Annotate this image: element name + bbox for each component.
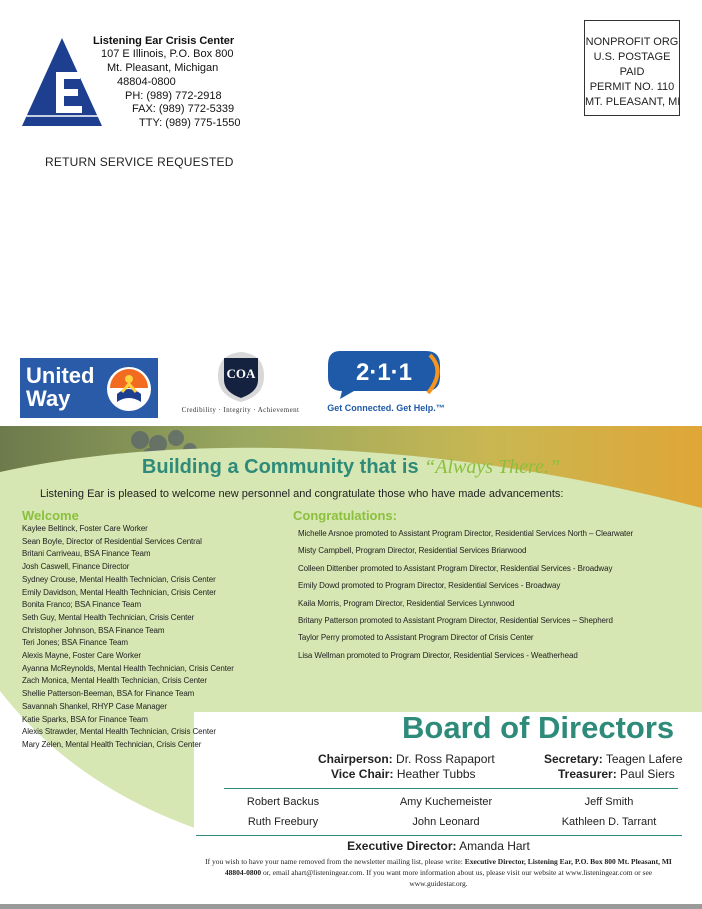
- board-title: Board of Directors: [402, 710, 675, 745]
- united-way-hand-icon: [104, 364, 154, 414]
- chairperson: [318, 752, 495, 766]
- list-item: Josh Caswell, Finance Director: [22, 562, 130, 572]
- congratulations-title: Congratulations:: [293, 508, 397, 523]
- postage-indicia: [584, 20, 680, 116]
- board-member: John Leonard: [412, 816, 480, 828]
- divider: [196, 835, 682, 836]
- vice-chair-name: Heather Tubbs: [396, 767, 476, 781]
- list-item: Seth Guy, Mental Health Technician, Crisis Center: [22, 612, 195, 622]
- secretary-label: Secretary:: [544, 752, 603, 766]
- postage-line: PAID: [619, 66, 645, 78]
- return-service-requested: RETURN SERVICE REQUESTED: [45, 155, 234, 169]
- phone-number: PH: (989) 772-2918: [125, 90, 222, 102]
- coa-accreditation-logo: [168, 348, 313, 420]
- list-item: Britani Carriveau, BSA Finance Team: [22, 549, 151, 559]
- list-item: Kaila Morris, Program Director, Residential Services Lynnwood: [298, 598, 515, 608]
- list-item: Britany Patterson promoted to Assistant Program Director, Residential Services – Shepherd: [298, 616, 613, 625]
- coa-abbr: COA: [226, 366, 256, 381]
- united-way-logo: [20, 358, 158, 418]
- united-way-word-1: United: [26, 363, 95, 388]
- notice-address: Executive Director, Listening Ear, P.O. Box 800 Mt. Pleasant, MI 48804-0800: [224, 857, 672, 877]
- list-item: Sean Boyle, Director of Residential Services Central: [22, 536, 202, 546]
- chair-label: Chairperson:: [318, 752, 393, 766]
- exec-label: Executive Director:: [347, 839, 457, 853]
- postage-line: MT. PLEASANT, MI: [585, 96, 681, 108]
- two-one-one-number: 2·1·1: [355, 359, 413, 386]
- address-line-1: 107 E Illinois, P.O. Box 800: [101, 48, 234, 60]
- divider: [224, 788, 678, 789]
- list-item: Savannah Shankel, RHYP Case Manager: [22, 701, 167, 711]
- list-item: Alexis Mayne, Foster Care Worker: [22, 651, 141, 660]
- address-line-3: 48804-0800: [117, 76, 176, 88]
- heading-script-text: “Always There.”: [424, 456, 561, 478]
- exec-name: Amanda Hart: [459, 839, 530, 853]
- speech-bubble-icon: [324, 347, 448, 401]
- newsletter-heading: [0, 456, 702, 479]
- list-item: Bonita Franco; BSA Finance Team: [22, 600, 142, 610]
- board-member: Jeff Smith: [584, 796, 634, 808]
- list-item: Christopher Johnson, BSA Finance Team: [22, 625, 165, 635]
- heading-text: Building a Community that is: [141, 456, 419, 478]
- board-member: Amy Kuchemeister: [399, 796, 493, 808]
- org-name: Listening Ear Crisis Center: [93, 35, 235, 47]
- list-item: Emily Dowd promoted to Program Director, Residential Services - Broadway: [298, 581, 561, 591]
- two-one-one-tagline: Get Connected. Get Help.™: [327, 403, 445, 413]
- board-member: Ruth Freebury: [247, 816, 319, 828]
- list-item: Taylor Perry promoted to Assistant Program Director of Crisis Center: [298, 633, 534, 643]
- postage-line: U.S. POSTAGE: [593, 51, 671, 63]
- list-item: Zach Monica, Mental Health Technician, Crisis Center: [22, 676, 207, 686]
- intro-text: Listening Ear is pleased to welcome new personnel and congratulate those who have made advancements:: [40, 488, 564, 500]
- address-line-2: Mt. Pleasant, Michigan: [107, 62, 219, 74]
- list-item: Shellie Patterson-Beeman, BSA for Finance Team: [22, 689, 195, 699]
- vice-chair-label: Vice Chair:: [331, 767, 394, 781]
- notice-text-end: or, email ahart@listeningear.com. If you want more information about us, please visit our website at www.listeningear.com or see www.guidestar.org.: [262, 868, 653, 888]
- postage-line: PERMIT NO. 110: [589, 81, 675, 93]
- list-item: Michelle Arsnoe promoted to Assistant Program Director, Residential Services North – Clearwater: [298, 529, 634, 538]
- welcome-title: Welcome: [22, 508, 79, 523]
- list-item: Katie Sparks, BSA for Finance Team: [22, 714, 148, 724]
- secretary-name: Teagen Lafere: [605, 752, 683, 766]
- executive-director: [195, 839, 682, 853]
- list-item: Sydney Crouse, Mental Health Technician, Crisis Center: [22, 574, 216, 584]
- coa-seal-icon: [212, 348, 270, 404]
- two-one-one-logo: [324, 347, 448, 419]
- list-item: Emily Davidson, Mental Health Technician, Crisis Center: [22, 587, 216, 597]
- list-item: Ayanna McReynolds, Mental Health Technician, Crisis Center: [22, 663, 234, 673]
- board-member: Kathleen D. Tarrant: [561, 816, 657, 828]
- list-item: Misty Campbell, Program Director, Residential Services Briarwood: [298, 546, 527, 556]
- list-item: Teri Jones; BSA Finance Team: [22, 638, 128, 648]
- board-member: Robert Backus: [246, 796, 320, 808]
- coa-tagline: Credibility · Integrity · Achievement: [181, 406, 300, 414]
- bottom-edge: [0, 904, 702, 909]
- treasurer-name: Paul Siers: [620, 767, 675, 781]
- postage-line: NONPROFIT ORG: [585, 36, 679, 48]
- list-item: Lisa Wellman promoted to Program Director, Residential Services - Weatherhead: [298, 650, 578, 660]
- listening-ear-logo-icon: [20, 36, 104, 128]
- mailing-list-notice: [195, 856, 682, 889]
- treasurer-label: Treasurer:: [558, 767, 617, 781]
- notice-text-start: If you wish to have your name removed from the newsletter mailing list, please write:: [205, 857, 463, 866]
- tty-number: TTY: (989) 775-1550: [139, 117, 241, 129]
- list-item: Alexis Strawder, Mental Health Technician, Crisis Center: [22, 727, 216, 737]
- list-item: Colleen Dittenber promoted to Assistant Program Director, Residential Services - Broadway: [298, 563, 613, 573]
- list-item: Kaylee Beltinck, Foster Care Worker: [22, 524, 148, 533]
- chair-name: Dr. Ross Rapaport: [396, 752, 495, 766]
- treasurer: [558, 767, 675, 781]
- vice-chair: [331, 767, 476, 781]
- secretary: [544, 752, 683, 766]
- list-item: Mary Zelen, Mental Health Technician, Crisis Center: [22, 739, 202, 749]
- fax-number: FAX: (989) 772-5339: [132, 103, 235, 115]
- united-way-word-2: Way: [26, 386, 71, 411]
